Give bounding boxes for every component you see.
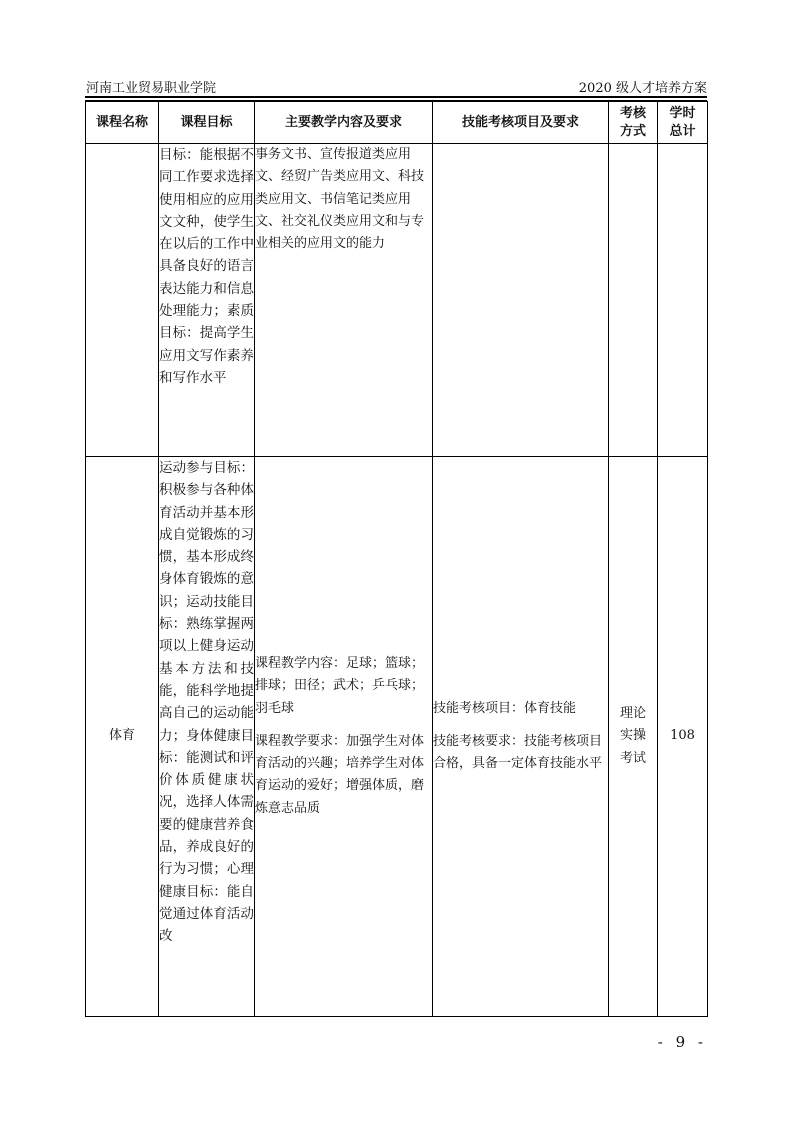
table-row — [86, 144, 708, 457]
course-name-cell: 体育 — [86, 457, 159, 1017]
main-content-cell — [255, 457, 433, 1017]
exam-method-line1: 理论 — [619, 706, 646, 722]
total-hours-cell — [658, 144, 708, 457]
skill-paragraph-requirements: 技能考核要求：技能考核项目合格，具备一定体育技能水平 — [433, 733, 603, 772]
course-goals-cell: 目标：能根据不同工作要求选择使用相应的应用文文种，使学生在以后的工作中具备良好的语言表达能力和信息处理能力；素质目标：提高学生应用文写作素养和写作水平 — [159, 144, 255, 457]
skill-assessment-cell — [433, 144, 609, 457]
skill-paragraph-items: 技能考核项目：体育技能 — [433, 700, 577, 716]
hours-header-line2: 总计 — [669, 123, 696, 139]
col-header-skill-assessment: 技能考核项目及要求 — [433, 102, 609, 144]
col-header-course-goals: 课程目标 — [159, 102, 255, 144]
header-institution: 河南工业贸易职业学院 — [86, 81, 217, 96]
header-document-title: 2020 级人才培养方案 — [578, 81, 707, 96]
col-header-main-content: 主要教学内容及要求 — [255, 102, 433, 144]
col-header-total-hours — [658, 102, 708, 144]
exam-method-cell — [609, 457, 658, 1017]
total-hours-cell: 108 — [658, 457, 708, 1017]
course-goals-cell: 运动参与目标：积极参与各种体育活动并基本形成自觉锻炼的习惯，基本形成终身体育锻炼的意识；运动技能目标：熟练掌握两项以上健身运动基本方法和技能，能科学地提高自己的运动能力；身体健康目标：能测试和评价体质健康状况，选择人体需要的健康营养食品，养成良好的行为习惯；心理健康目标：能自觉通过体育活动改 — [159, 457, 255, 1017]
paragraph-spacer — [255, 720, 432, 731]
hours-header-line1: 学时 — [669, 105, 696, 121]
exam-method-line2: 实操 — [619, 728, 646, 744]
skill-assessment-cell — [433, 457, 609, 1017]
course-name-cell — [86, 144, 159, 457]
exam-method-line3: 考试 — [619, 750, 646, 766]
header-rule — [85, 96, 707, 98]
page-number: - 9 - — [657, 1033, 707, 1051]
table-row — [86, 457, 708, 1017]
table-header-row — [86, 102, 708, 144]
exam-header-line1: 考核 — [619, 105, 646, 121]
exam-header-line2: 方式 — [619, 123, 646, 139]
col-header-course-name: 课程名称 — [86, 102, 159, 144]
content-paragraph-topics: 课程教学内容：足球；篮球；排球；田径；武术；乒乓球；羽毛球 — [255, 655, 425, 716]
course-table — [85, 101, 708, 1017]
col-header-exam-method — [609, 102, 658, 144]
main-content-cell: 事务文书、宣传报道类应用文、经贸广告类应用文、科技类应用文、书信笔记类应用文、社交礼仪类应用文和与专业相关的应用文的能力 — [255, 144, 433, 457]
exam-method-cell — [609, 144, 658, 457]
content-paragraph-requirements: 课程教学要求：加强学生对体育活动的兴趣；培养学生对体育运动的爱好；增强体质，磨炼意志品质 — [255, 733, 425, 816]
paragraph-spacer — [433, 720, 608, 731]
